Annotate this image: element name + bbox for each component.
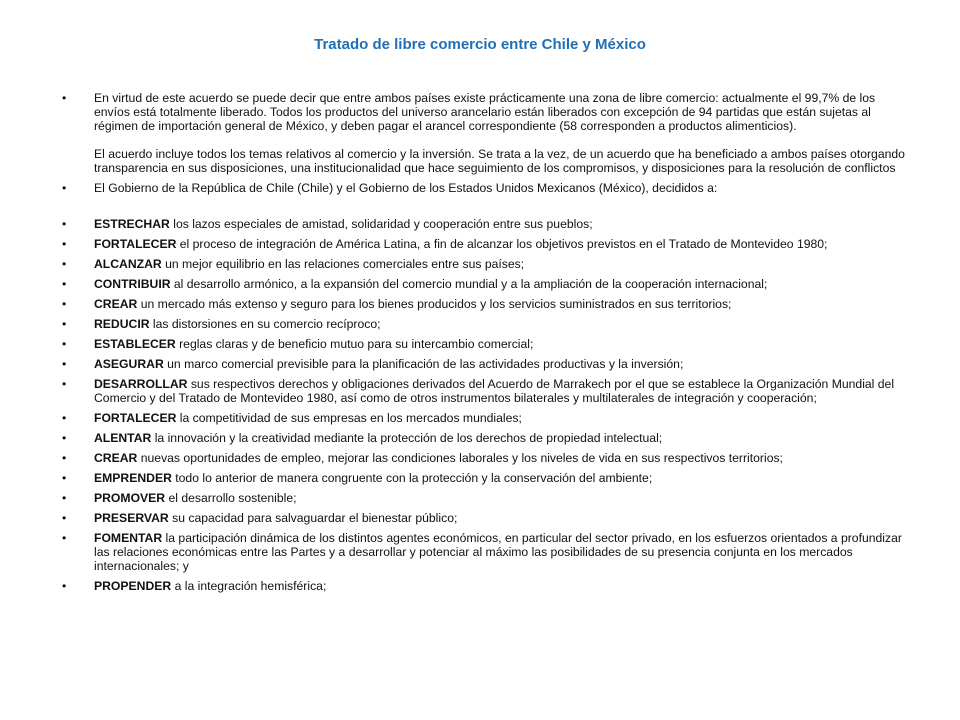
objective-text: a la integración hemisférica; [171,579,327,593]
objective-text: el proceso de integración de América Latina, a fin de alcanzar los objetivos previstos en el Tratado de Montevideo 1980; [176,237,828,251]
objective-item [62,471,912,485]
objective-text: la innovación y la creatividad mediante la protección de los derechos de propiedad intelectual; [151,431,663,445]
objective-item [62,491,912,505]
slide-title: Tratado de libre comercio entre Chile y México [314,36,646,53]
bullet-intro [62,91,912,175]
objective-keyword: ALCANZAR [94,257,162,271]
objective-keyword: PROPENDER [94,579,172,593]
objective-text: todo lo anterior de manera congruente con la protección y la conservación del ambiente; [171,471,653,485]
objective-text: su capacidad para salvaguardar el bienestar público; [168,511,458,525]
objective-item [62,217,912,231]
objective-keyword: FORTALECER [94,411,177,425]
objective-item [62,237,912,251]
objective-text: reglas claras y de beneficio mutuo para su intercambio comercial; [175,337,534,351]
objective-keyword: FORTALECER [94,237,177,251]
objective-text: un mejor equilibrio en las relaciones comerciales entre sus países; [161,257,525,271]
objective-item [62,357,912,371]
objective-keyword: DESARROLLAR [94,377,188,391]
objective-item [62,277,912,291]
objective-item [62,317,912,331]
objective-keyword: ASEGURAR [94,357,164,371]
objective-text: sus respectivos derechos y obligaciones derivados del Acuerdo de Marrakech por el que se establece la Organización Mundial del Comercio y del Tratado de Montevideo 1980, así como de otros instrumentos bilaterales y multilaterales de integración y cooperación; [94,377,895,405]
objective-text: un mercado más extenso y seguro para los bienes producidos y los servicios suministrados en sus territorios; [137,297,732,311]
objective-text: nuevas oportunidades de empleo, mejorar las condiciones laborales y los niveles de vida en sus respectivos territorios; [137,451,783,465]
objective-text: el desarrollo sostenible; [165,491,297,505]
objective-text: un marco comercial previsible para la planificación de las actividades productivas y la inversión; [163,357,684,371]
objective-item [62,579,912,593]
slide-body [62,91,912,599]
objective-keyword: CONTRIBUIR [94,277,171,291]
objective-keyword: PROMOVER [94,491,166,505]
objective-keyword: PRESERVAR [94,511,169,525]
objective-keyword: ALENTAR [94,431,152,445]
objective-item [62,531,912,573]
objective-item [62,431,912,445]
objective-text: los lazos especiales de amistad, solidaridad y cooperación entre sus pueblos; [169,217,593,231]
objective-item [62,337,912,351]
objective-item [62,411,912,425]
intro-paragraph-2: El acuerdo incluye todos los temas relativos al comercio y la inversión. Se trata a la vez, de un acuerdo que ha beneficiado a ambos países otorgando transparencia en sus disposiciones, una institucionalidad que hace seguimiento de los compromisos, y disposiciones para la resolución de conflictos [94,147,905,175]
bullet-governments [62,181,912,195]
objective-keyword: ESTABLECER [94,337,176,351]
objective-text: las distorsiones en su comercio recíproco; [149,317,381,331]
objective-item [62,297,912,311]
objective-keyword: ESTRECHAR [94,217,170,231]
governments-text: El Gobierno de la República de Chile (Chile) y el Gobierno de los Estados Unidos Mexicanos (México), decididos a: [94,181,718,195]
objective-keyword: CREAR [94,451,138,465]
objective-item [62,257,912,271]
objective-text: la participación dinámica de los distintos agentes económicos, en particular del sector privado, en los esfuerzos orientados a profundizar las relaciones económicas entre las Partes y a desarrollar y potenciar al máximo las posibilidades de su presencia conjunta en los mercados internacionales; y [94,531,902,573]
objective-item [62,377,912,405]
objective-keyword: REDUCIR [94,317,150,331]
objective-keyword: CREAR [94,297,138,311]
objective-item [62,451,912,465]
intro-paragraph-1: • En virtud de este acuerdo se puede decir que entre ambos países existe prácticamente una zona de libre comercio: actualmente el 99,7% de los envíos está totalmente liberado. Todos los productos del universo arancelario están liberados con excepción de 94 partidas que están sujetas al régimen de importación general de México, y deben pagar el arancel correspondiente (58 corresponden a productos alimenticios). [94,91,876,133]
objective-item [62,511,912,525]
objective-text: la competitividad de sus empresas en los mercados mundiales; [176,411,522,425]
objectives-list [62,217,912,593]
objective-keyword: FOMENTAR [94,531,163,545]
objective-keyword: EMPRENDER [94,471,172,485]
objective-text: al desarrollo armónico, a la expansión del comercio mundial y a la ampliación de la cooperación internacional; [170,277,768,291]
